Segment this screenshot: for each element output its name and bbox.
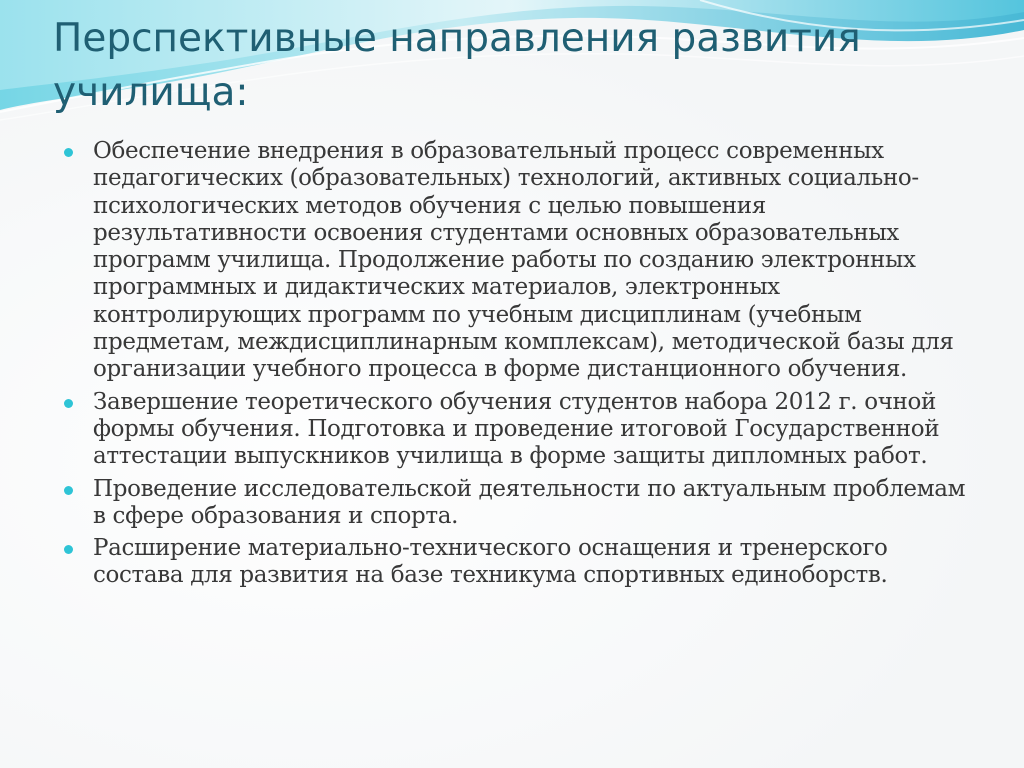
bullet-dot-icon [64, 486, 73, 495]
list-item [64, 138, 969, 384]
bullet-text: Обеспечение внедрения в образовательный процесс современных педагогических (образовательных) технологий, активных социально-психологических методов обучения с целью повышения результативности освоения студентами основных образовательных программ училища. Продолжение работы по созданию электронных программных и дидактических материалов, электронных контролирующих программ по учебным дисциплинам (учебным предметам, междисциплинарным комплексам), методической базы для организации учебного процесса в форме дистанционного обучения. [93, 138, 954, 383]
bullet-text: Расширение материально-технического оснащения и тренерского состава для развития на базе техникума спортивных единоборств. [93, 535, 888, 589]
bullet-dot-icon [64, 399, 73, 408]
slide-title: Перспективные направления развития училища: [53, 16, 861, 115]
bullet-list [64, 138, 969, 595]
bullet-text: Проведение исследовательской деятельности по актуальным проблемам в сфере образования и спорта. [93, 475, 966, 529]
bullet-text: Завершение теоретического обучения студентов набора 2012 г. очной формы обучения. Подготовка и проведение итоговой Государственной аттестации выпускников училища в форме защиты дипломных работ. [93, 388, 940, 470]
list-item [64, 389, 969, 471]
list-item [64, 535, 969, 590]
list-item [64, 476, 969, 531]
bullet-dot-icon [64, 545, 73, 554]
bullet-dot-icon [64, 148, 73, 157]
